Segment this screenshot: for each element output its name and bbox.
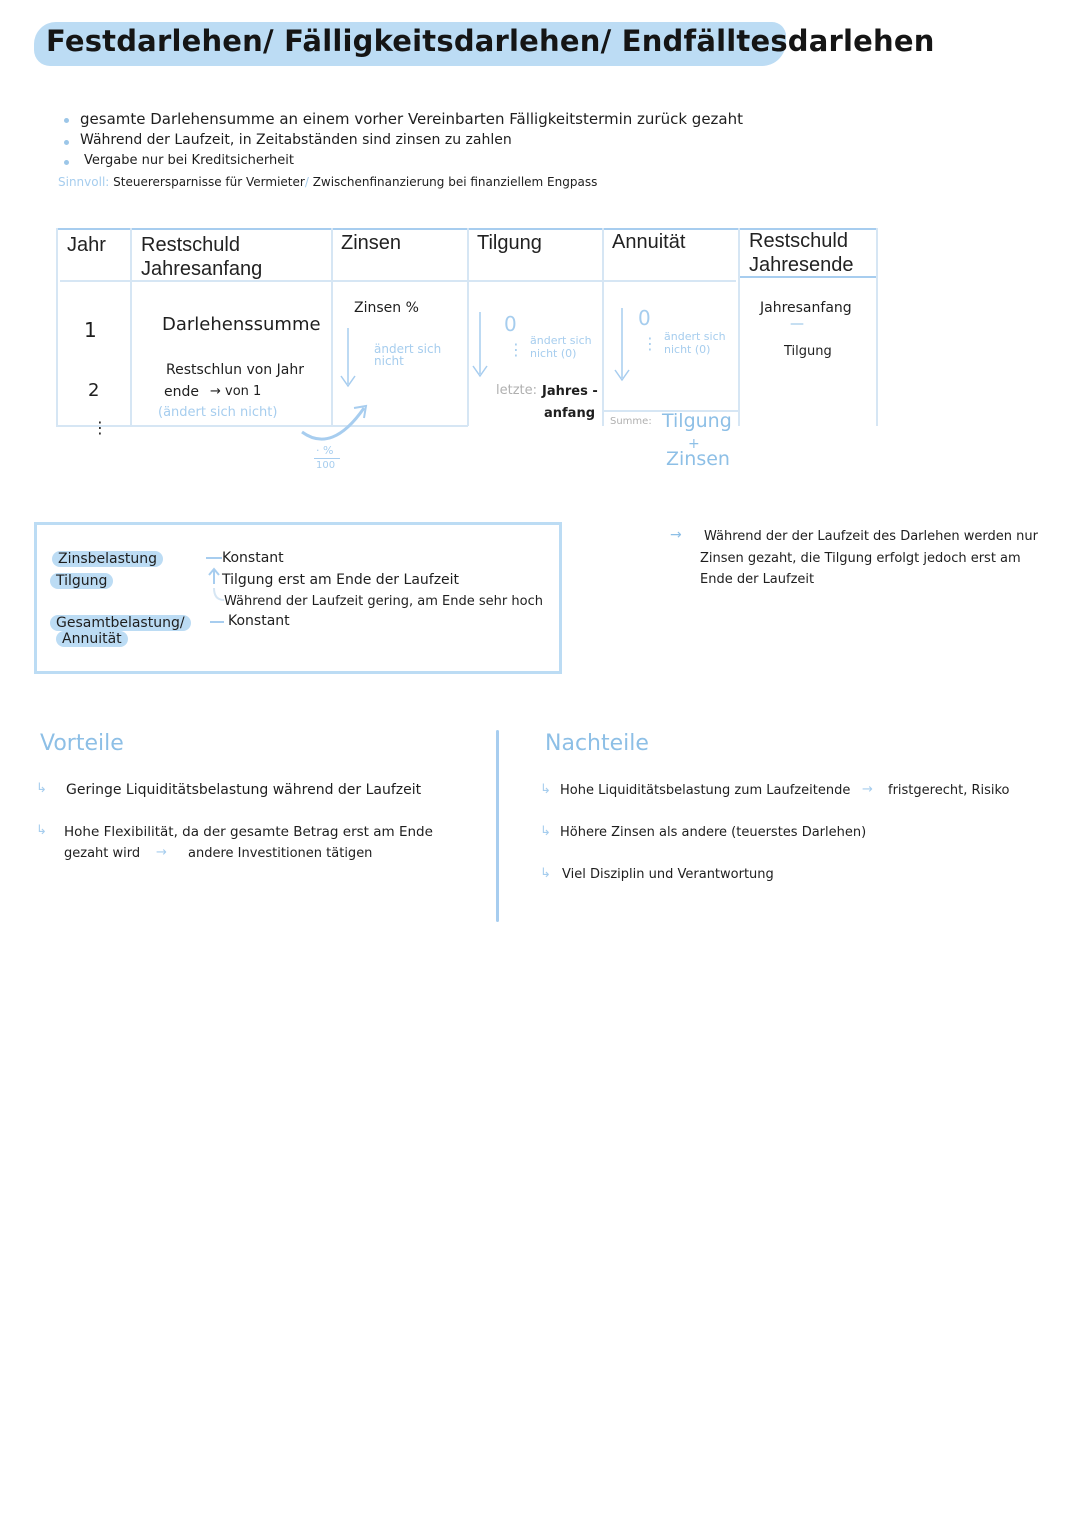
restschuld-row2d: (ändert sich nicht) (158, 405, 278, 420)
jahr-dots: ⋮ (92, 418, 108, 437)
table-vline (602, 228, 604, 426)
annuitaet-note: ändert sich nicht (0) (664, 330, 726, 356)
value-gesamt: Während der Laufzeit gering, am Ende sehr hoch (224, 594, 543, 609)
restschuld-row2b: ende (164, 384, 199, 400)
bullet-text-1: gesamte Darlehensumme an einem vorher Vereinbarten Fälligkeitstermin zurück gezaht (80, 110, 744, 128)
vorteil-2-line2b: andere Investitionen tätigen (188, 846, 373, 861)
down-arrow-icon (338, 326, 358, 390)
nachteil-3: Viel Disziplin und Verantwortung (562, 867, 774, 882)
bullet-text-2: Während der Laufzeit, in Zeitabständen sind zinsen zu zahlen (80, 132, 512, 148)
table-vline (876, 228, 878, 426)
value-zinsbelastung: Konstant (222, 550, 284, 566)
table-vline (130, 228, 132, 426)
side-note-line2: Zinsen gezaht, die Tilgung erfolgt jedoch erst am (700, 551, 1021, 566)
zinsen-note: ändert sich nicht (374, 342, 442, 368)
header-tilgung: Tilgung (477, 232, 542, 254)
value-annuitaet: Konstant (228, 613, 290, 629)
vorteil-2-arrow: → (156, 845, 167, 860)
table-bottom-line (56, 425, 468, 427)
value-tilgung: Tilgung erst am Ende der Laufzeit (222, 572, 460, 588)
tilgung-letzte: letzte: (496, 383, 538, 398)
bullet-dot (64, 118, 69, 123)
table-vline (467, 228, 469, 426)
darlehenssumme: Darlehenssumme (162, 314, 321, 335)
nachteil-1-arrow: → (862, 782, 873, 797)
annuitaet-zero: 0 (638, 306, 651, 330)
arrow-icon: ↳ (540, 782, 551, 797)
arrow-icon: ↳ (540, 866, 551, 881)
page-title: Festdarlehen/ Fälligkeitsdarlehen/ Endfälltesdarlehen (46, 24, 935, 58)
table-vline (331, 228, 333, 426)
nachteil-1-extra: fristgerecht, Risiko (888, 783, 1010, 798)
vorteil-2-line1: Hohe Flexibilität, da der gesamte Betrag erst am Ende (64, 824, 433, 840)
nachteil-1: Hohe Liquiditätsbelastung zum Laufzeitende (560, 783, 851, 798)
restschuld-ende-bottom: Tilgung (784, 344, 832, 359)
curved-arrow-icon (296, 398, 376, 448)
header-restschuld-anfang: Restschuld Jahresanfang (141, 234, 263, 280)
restschuld-ende-top: Jahresanfang (760, 300, 852, 316)
annuitaet-plus: + (688, 436, 700, 452)
label-zinsbelastung: Zinsbelastung (52, 551, 163, 567)
sinnvoll-text-a: Steuerersparnisse für Vermieter (113, 175, 305, 189)
tilgung-dots: ⋮ (508, 340, 524, 359)
bullet-dot (64, 140, 69, 145)
nachteil-2: Höhere Zinsen als andere (teuerstes Darlehen) (560, 825, 867, 840)
column-divider (496, 730, 499, 922)
jahr-1: 1 (84, 318, 97, 342)
table-vline (56, 228, 58, 426)
arrow-icon: ↳ (540, 824, 551, 839)
nachteile-heading: Nachteile (545, 731, 649, 756)
down-arrow-icon (612, 306, 632, 386)
vorteil-2-line2a: gezaht wird (64, 846, 141, 861)
bullet-dot (64, 160, 69, 165)
fraction-line (314, 458, 340, 459)
restschuld-ende-minus: — (790, 316, 804, 332)
header-annuitaet: Annuität (612, 231, 686, 253)
annuitaet-zinsen: Zinsen (666, 448, 730, 470)
header-jahr: Jahr (67, 234, 106, 256)
bullet-text-3: Vergabe nur bei Kreditsicherheit (84, 153, 294, 168)
sinnvoll-text-b: Zwischenfinanzierung bei finanziellem Engpass (312, 175, 598, 189)
label-gesamtbelastung: Gesamtbelastung/ (50, 615, 191, 631)
label-annuitaet: Annuität (56, 631, 128, 647)
restschuld-row2c: → von 1 (210, 384, 262, 399)
vorteile-heading: Vorteile (40, 731, 124, 756)
header-restschuld-ende: Restschuld Jahresende (749, 230, 854, 276)
tilgung-jahres: Jahres - (542, 384, 598, 399)
sinnvoll-slash: / (304, 175, 309, 189)
side-note-arrow: → (670, 527, 682, 543)
zinsen-formula-top: · % (316, 444, 334, 457)
jahr-2: 2 (88, 380, 100, 401)
zinsen-top: Zinsen % (354, 300, 419, 316)
annuitaet-dots: ⋮ (642, 334, 658, 353)
label-tilgung: Tilgung (50, 573, 113, 589)
header-zinsen: Zinsen (341, 232, 402, 254)
table-vline (738, 228, 740, 426)
arrow-icon: ↳ (36, 823, 47, 838)
annuitaet-summe: Summe: (610, 416, 652, 427)
annuitaet-tilgung: Tilgung (662, 410, 732, 432)
vorteil-1: Geringe Liquiditätsbelastung während der Laufzeit (66, 782, 422, 798)
tilgung-zero: 0 (504, 312, 517, 336)
side-note-line1: Während der der Laufzeit des Darlehen werden nur (704, 529, 1038, 544)
sinnvoll-label: Sinnvoll: (58, 175, 110, 189)
tilgung-anfang: anfang (544, 406, 596, 421)
down-arrow-icon (470, 310, 490, 380)
zinsen-formula-bottom: 100 (316, 460, 336, 471)
restschuld-row2a: Restschlun von Jahr (166, 362, 304, 378)
arrow-icon: ↳ (36, 781, 47, 796)
side-note-line3: Ende der Laufzeit (700, 572, 815, 587)
tilgung-note: ändert sich nicht (0) (530, 334, 592, 360)
